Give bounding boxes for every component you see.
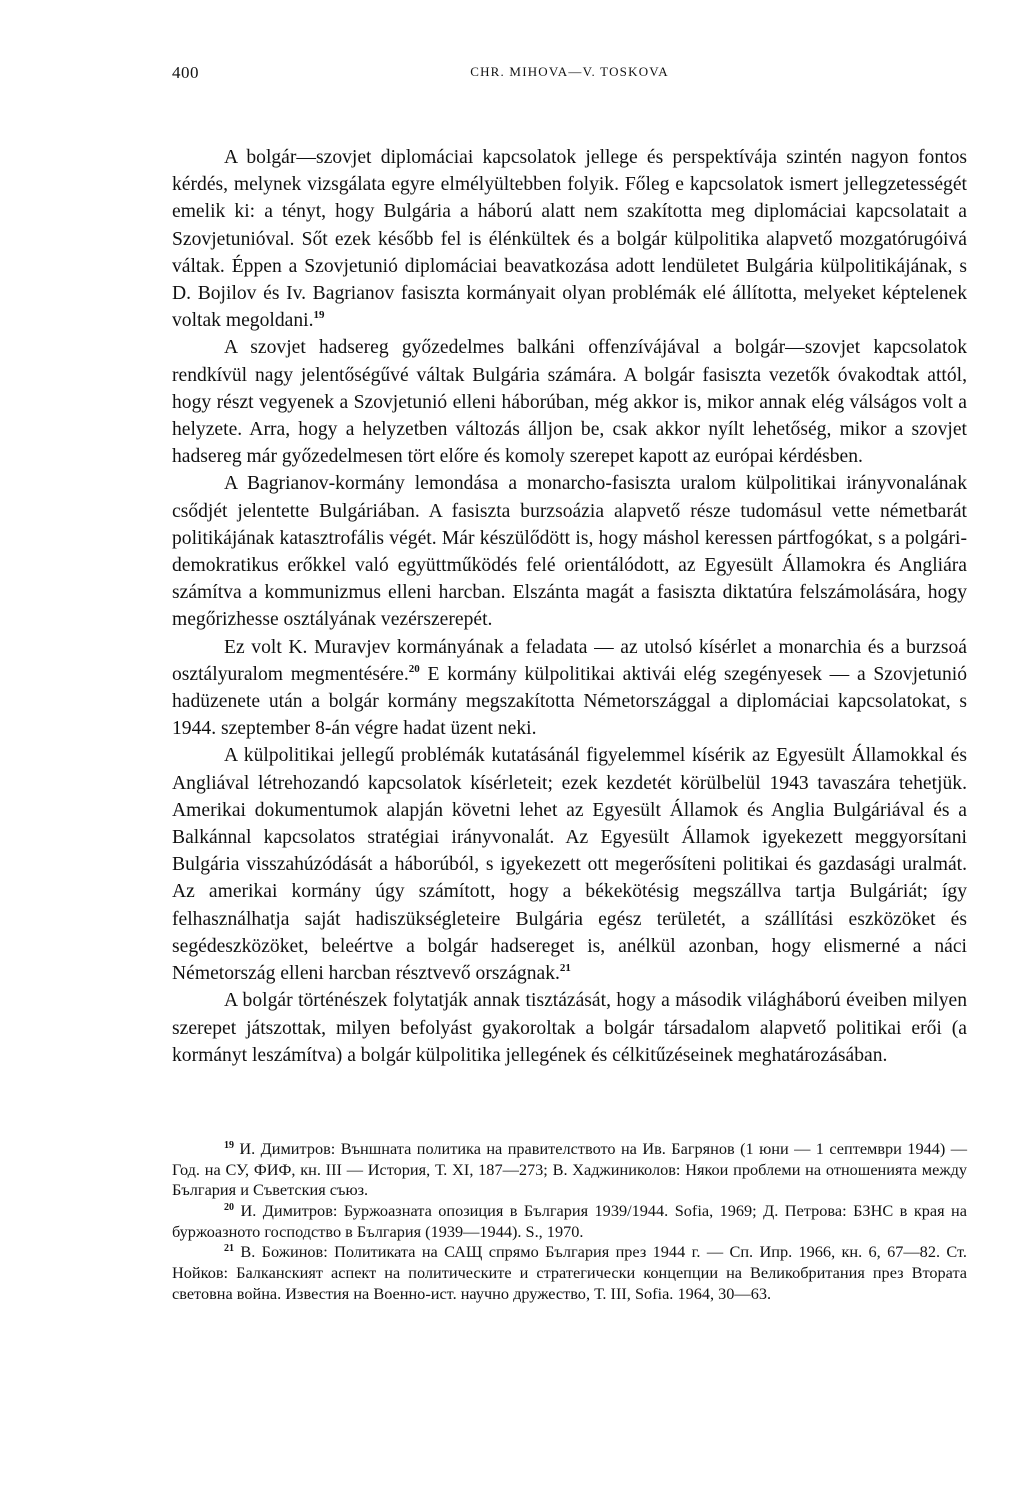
footnote-number: 21	[224, 1243, 234, 1255]
page-header	[172, 58, 967, 88]
body-text	[172, 144, 967, 1069]
footnote	[172, 1201, 967, 1242]
paragraph-text: A bolgár—szovjet diplomáciai kapcsolatok jellege és perspektívája szintén nagyon fontos kérdés, melynek vizsgálata egyre elmélyültebben folyik. Főleg e kapcsolatok ismert jellegzetességét emelik ki: a tényt, hogy Bulgária a háború alatt nem szakította meg diplomáciai kapcsolatait a Szovjetunióval. Sőt ezek később fel is élénkültek és a bolgár külpolitika alapvető mozgatórugóivá váltak. Éppen a Szovjetunió diplomáciai beavatkozása adott lendületet Bulgária külpolitikájának, s D. Bojilov és Iv. Bagrianov fasiszta kormányait olyan problémák elé állította, melyeket képtelenek voltak megoldani.	[172, 147, 967, 332]
footnote-reference[interactable]: 20	[408, 662, 420, 675]
footnote	[172, 1242, 967, 1304]
paragraph-text: A bolgár történészek folytatják annak tisztázását, hogy a második világháború éveiben milyen szerepet játszottak, milyen befolyást gyakoroltak a bolgár társadalom alapvető politikai erői (a kormányt leszámítva) a bolgár külpolitika jellegének és célkitűzéseinek meghatározásában.	[172, 990, 967, 1066]
footnotes	[172, 1139, 967, 1305]
paragraph-text: Ez volt K. Muravjev kormányának a feladata — az utolsó kísérlet a monarchia és a burzsoá osztályuralom megmentésére.	[172, 636, 967, 685]
footnote	[172, 1139, 967, 1201]
footnote-number: 19	[224, 1139, 234, 1151]
footnote-text: В. Божинов: Политиката на САЩ спрямо България през 1944 г. — Сп. Ипр. 1966, кн. 6, 67—82. Ст. Нойков: Балканският аспект на политическите и стратегически концепции на Великобритания през Втората световна война. Известия на Военно-ист. научно дружество, Т. III, Sofia. 1964, 30—63.	[172, 1242, 967, 1303]
page	[172, 58, 967, 1305]
footnote-reference[interactable]: 19	[313, 309, 325, 322]
page-number: 400	[172, 63, 199, 82]
paragraph-text-continued: E kormány külpolitikai aktivái elég szegényesek — a Szovjetunió hadüzenete után a bolgár kormány megszakította Németországgal a diplomáciai kapcsolatokat, s 1944. szeptember 8-án végre hadat üzent neki.	[172, 663, 967, 740]
paragraph	[172, 334, 967, 470]
paragraph	[172, 634, 967, 743]
footnote-number: 20	[224, 1202, 234, 1214]
running-head: CHR. MIHOVA—V. TOSKOVA	[470, 64, 669, 79]
paragraph-text: A külpolitikai jellegű problémák kutatásánál figyelemmel kísérik az Egyesült Államokkal és Angliával létrehozandó kapcsolatok kísérleteit; ezek kezdetét körülbelül 1943 tavaszára tehetjük. Amerikai dokumentumok alapján követni lehet az Egyesült Államok és Anglia Bulgáriával és a Balkánnal kapcsolatos stratégiai irányvonalát. Az Egyesült Államok igyekezett meggyorsítani Bulgária visszahúzódását a háborúból, s igyekezett ott megerősíteni politikai és gazdasági uralmát. Az amerikai kormány úgy számított, hogy a békekötésig megszállva tartja Bulgáriát; így felhasználhatja saját hadiszükségleteire Bulgária egész területét, a szállítási eszközöket és segédeszközöket, beleértve a bolgár hadsereget is, anélkül azonban, hogy elismerné a náci Németország elleni harcban résztvevő országnak.	[172, 745, 967, 985]
footnote-text: И. Димитров: Външната политика на правителството на Ив. Багрянов (1 юни — 1 септември 1944) — Год. на СУ, ФИФ, кн. III — История, Т. XI, 187—273; В. Хаджиниколов: Някои проблеми на отношенията между България и Съветския съюз.	[172, 1138, 967, 1200]
footnote-text: И. Димитров: Буржоазната опозиция в България 1939/1944. Sofia, 1969; Д. Петрова: БЗНС в края на буржоазното господство в България (1939—1944). S., 1970.	[172, 1201, 967, 1241]
paragraph	[172, 144, 967, 334]
paragraph-text: A szovjet hadsereg győzedelmes balkáni offenzívájával a bolgár—szovjet kapcsolatok rendkívül nagy jelentőségűvé váltak Bulgária számára. A bolgár fasiszta vezetők óvakodtak attól, hogy részt vegyenek a Szovjetunió elleni háborúban, még akkor is, mikor annak elég válságos volt a helyzete. Arra, hogy a helyzetben változás álljon be, csak akkor nyílt lehetőség, mikor a szovjet hadsereg már győzedelmesen tört előre és komoly szerepet kapott az európai kérdésben.	[172, 337, 967, 468]
paragraph-text: A Bagrianov-kormány lemondása a monarcho-fasiszta uralom külpolitikai irányvonalának csődjét jelentette Bulgáriában. A fasiszta burzsoázia alapvető része tudomásul vette németbarát politikájának katasztrofális végét. Már készülődött is, hogy máshol keressen pártfogókat, s a polgári-demokratikus erőkkel való együttműködés felé orientálódott, az Egyesült Államokra és Angliára számítva a kommunizmus elleni harcban. Elszánta magát a fasiszta diktatúra felszámolására, hogy megőrizhesse osztályának vezérszerepét.	[172, 473, 967, 631]
footnote-reference[interactable]: 21	[559, 962, 571, 975]
paragraph	[172, 742, 967, 987]
paragraph	[172, 987, 967, 1069]
paragraph	[172, 470, 967, 633]
